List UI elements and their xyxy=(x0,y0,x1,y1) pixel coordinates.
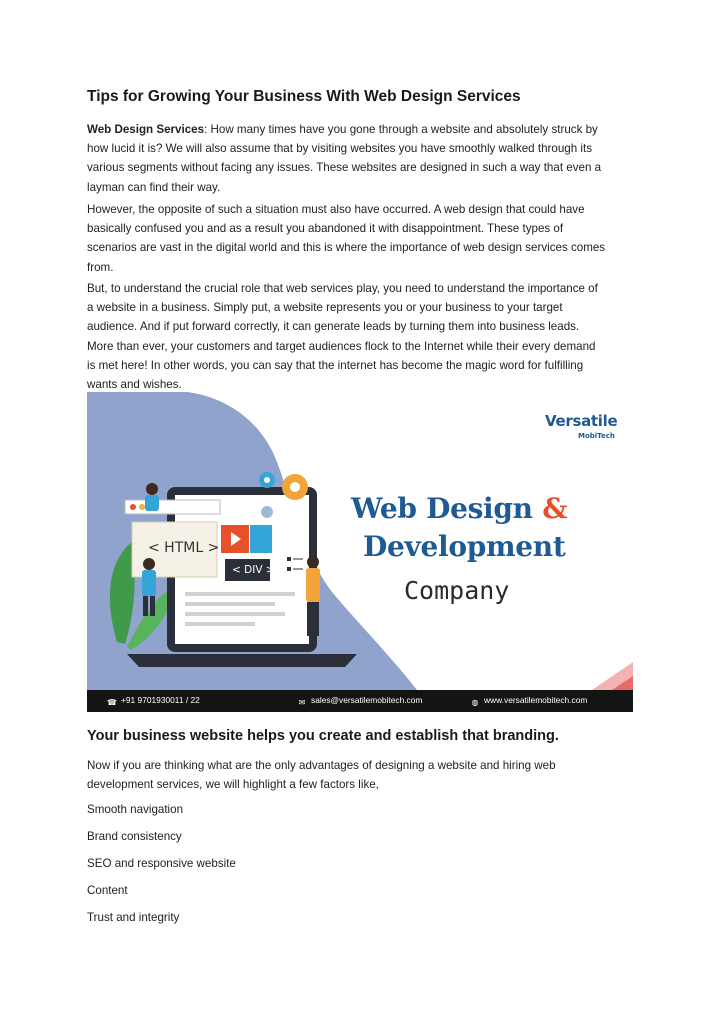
list-item: Smooth navigation xyxy=(87,803,184,816)
banner-contact-bar xyxy=(87,690,633,712)
web-contact: ◍ www.versatilemobitech.com xyxy=(471,695,588,707)
person-head xyxy=(146,483,158,495)
logo-text: Versatile xyxy=(545,412,618,430)
person-left xyxy=(142,570,156,596)
web-design-banner xyxy=(87,392,633,712)
div-tag-label: < DIV > xyxy=(232,564,275,576)
list-item: Brand consistency xyxy=(87,830,182,843)
logo-subtext: MobiTech xyxy=(578,432,615,440)
document-title: Tips for Growing Your Business With Web Design Services xyxy=(87,88,521,105)
person-right xyxy=(306,568,320,602)
list-item: Content xyxy=(87,884,128,897)
paragraph-2: However, the opposite of such a situation must also have occurred. A web design that could have basically confused you and as a result you abandoned it with disappointment. These types of scenarios are vast in the digital world and this is where the importance of web design services comes from. xyxy=(87,203,606,274)
image-block xyxy=(250,525,272,553)
mail-icon: ✉ xyxy=(298,698,306,707)
paragraph-3: But, to understand the crucial role that web services play, you need to understand the importance of a website in a business. Simply put, a website represents you or your business to your target audience. And if put forward correctly, it can generate leads by turning them into business leads. More than ever, your customers and target audiences flock to the Internet while their every demand is met here! In other words, you can say that the internet has become the magic word for fulfilling wants and wishes. xyxy=(87,282,598,392)
paragraph-4: Now if you are thinking what are the only advantages of designing a website and hiring web development services, we will highlight a few factors like, xyxy=(87,759,556,792)
banner-heading-line3: Company xyxy=(404,576,510,605)
laptop-base xyxy=(127,654,357,667)
list-item: SEO and responsive website xyxy=(87,857,236,870)
section-heading: Your business website helps you create and establish that branding. xyxy=(87,728,559,744)
email-contact: ✉ sales@versatilemobitech.com xyxy=(298,695,423,707)
globe-icon: ◍ xyxy=(471,698,479,707)
gear-icon-tiny xyxy=(261,506,273,518)
phone-icon: ☎ xyxy=(107,698,117,707)
list-item: Trust and integrity xyxy=(87,911,180,924)
phone-contact: ☎ +91 9701930011 / 22 xyxy=(107,695,200,707)
bold-lead: Web Design Services xyxy=(87,123,205,136)
banner-heading-line2: Development xyxy=(363,530,566,563)
paragraph-1: Web Design Services: How many times have you gone through a website and absolutely struck by how lucid it is? We will also assume that by visiting websites you have smoothly walked through its various segments without facing any issues. These websites are designed in such a way that even a layman can find their way. xyxy=(87,123,602,194)
banner-heading-line1: Web Design & xyxy=(351,492,568,525)
person-body xyxy=(145,495,159,511)
html-tag-label: < HTML > xyxy=(148,540,220,556)
ampersand: & xyxy=(542,492,568,525)
